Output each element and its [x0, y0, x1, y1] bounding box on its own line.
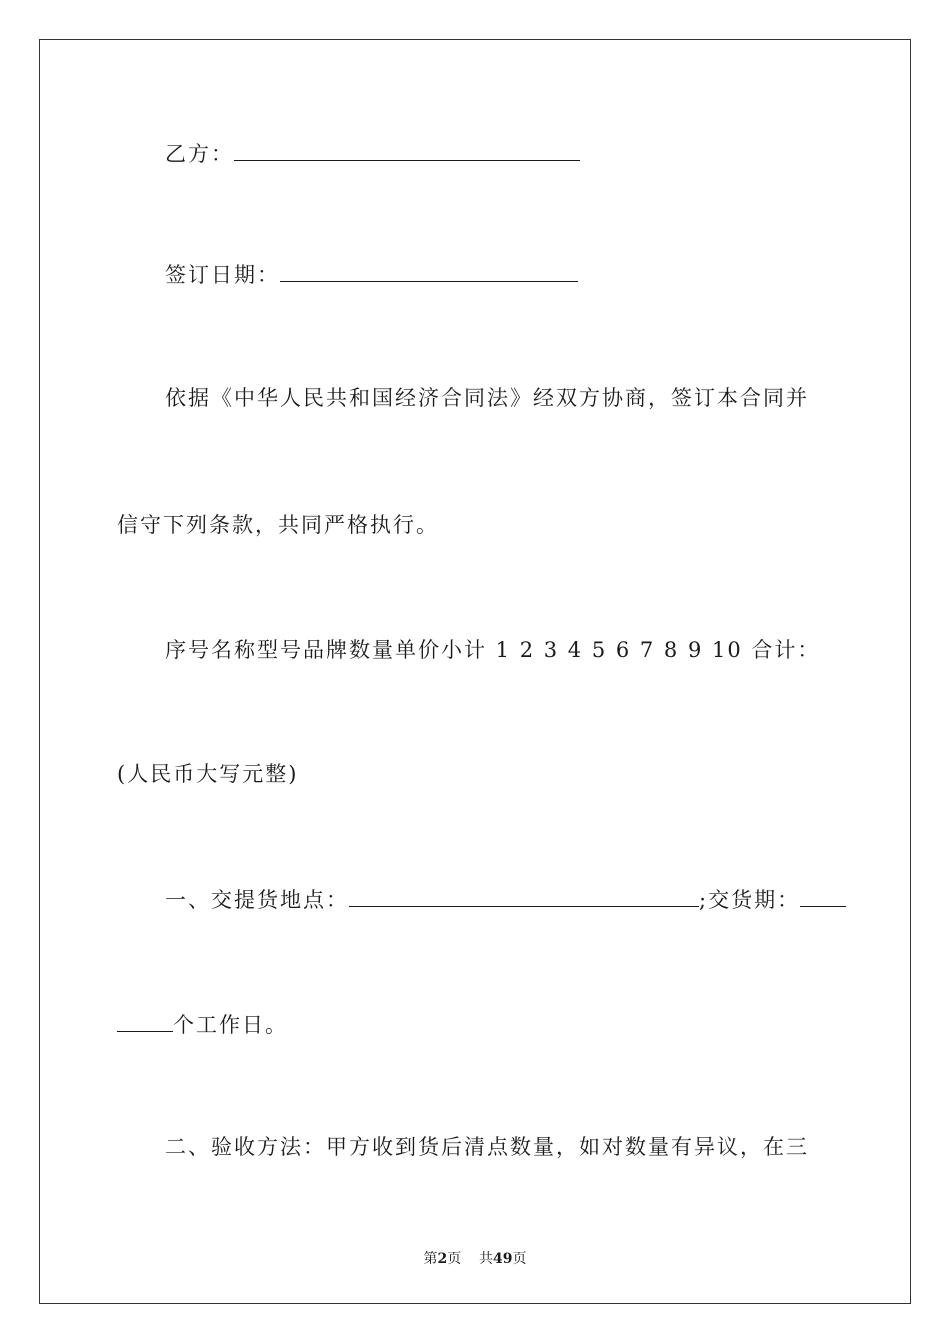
page-number: 2 [437, 1251, 448, 1267]
party-b-label: 乙方： [165, 142, 234, 166]
item-2-line: 二、验收方法：甲方收到货后清点数量，如对数量有异议，在三 [165, 1135, 809, 1159]
item-1-line-2 [117, 1011, 288, 1039]
paragraph-1-line-2: 信守下列条款，共同严格执行。 [117, 513, 439, 537]
paragraph-1-line-1: 依据《中华人民共和国经济合同法》经双方协商，签订本合同并 [165, 386, 809, 410]
page-footer [0, 1248, 950, 1268]
item-1-line [165, 886, 846, 914]
total-prefix: 共 [479, 1251, 494, 1267]
delivery-place-blank[interactable] [349, 888, 699, 907]
delivery-place-label: 一、交提货地点： [165, 888, 349, 912]
delivery-period-label: ;交货期： [699, 888, 801, 912]
sign-date-label: 签订日期： [165, 263, 280, 287]
page-suffix: 页 [447, 1251, 462, 1267]
total-pages: 49 [493, 1251, 513, 1267]
page-prefix: 第 [423, 1251, 438, 1267]
party-b-line [165, 140, 580, 168]
sign-date-line [165, 261, 578, 289]
delivery-period-blank-1[interactable] [800, 888, 846, 907]
page-border [39, 39, 911, 1304]
party-b-blank[interactable] [234, 142, 580, 161]
sign-date-blank[interactable] [280, 263, 578, 282]
total-suffix: 页 [512, 1251, 527, 1267]
table-header-line: 序号名称型号品牌数量单价小计 1 2 3 4 5 6 7 8 9 10 合计： [165, 638, 821, 662]
working-days-text: 个工作日。 [173, 1013, 288, 1037]
delivery-period-blank-2[interactable] [117, 1013, 173, 1032]
amount-line: (人民币大写元整) [117, 762, 299, 786]
